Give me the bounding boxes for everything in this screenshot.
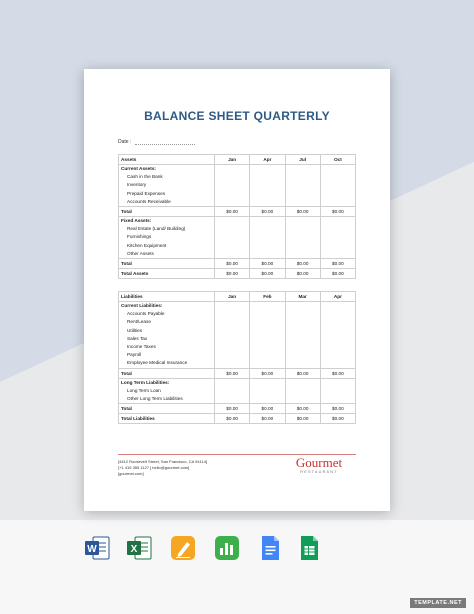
total-liabilities-label: Total Liabilities — [119, 414, 215, 424]
table-row — [119, 414, 356, 424]
list-item: Accounts Receivable — [127, 198, 171, 204]
amount-cell: $0.00 — [250, 207, 285, 217]
page-title: BALANCE SHEET QUARTERLY — [144, 109, 330, 123]
empty-cell — [285, 217, 320, 259]
empty-cell — [250, 217, 285, 259]
amount-cell: $0.00 — [285, 404, 320, 414]
list-item: Long Term Loan — [127, 387, 161, 393]
table-row — [119, 302, 356, 369]
brand-subtitle: RESTAURANT — [300, 470, 338, 474]
total-assets-label: Total Assets — [119, 269, 215, 279]
total-label: Total — [119, 368, 215, 378]
amount-cell: $0.00 — [320, 269, 355, 279]
empty-cell — [320, 378, 355, 404]
amount-cell: $0.00 — [320, 368, 355, 378]
amount-cell: $0.00 — [215, 414, 250, 424]
empty-cell — [215, 378, 250, 404]
list-item: Utilities — [127, 327, 143, 333]
svg-text:X: X — [130, 544, 138, 555]
amount-cell: $0.00 — [285, 259, 320, 269]
word-icon[interactable] — [84, 535, 110, 561]
google-docs-icon[interactable] — [257, 535, 283, 561]
footer-phone-email: [+1 415 355 1127 ] hello@gourmet.com] — [118, 465, 190, 470]
list-item: Other Long Term Liabilities — [127, 396, 183, 402]
empty-cell — [285, 378, 320, 404]
amount-cell: $0.00 — [320, 404, 355, 414]
list-item: Real Estate (Land/ Building) — [127, 226, 186, 232]
list-item: Payroll — [127, 352, 142, 358]
col-header: Mar — [285, 292, 320, 302]
amount-cell: $0.00 — [215, 207, 250, 217]
amount-cell: $0.00 — [285, 414, 320, 424]
assets-table — [118, 154, 356, 279]
list-item: Rent/Lease — [127, 319, 151, 325]
table-header-row — [119, 292, 356, 302]
table-row — [119, 259, 356, 269]
excel-icon[interactable] — [126, 535, 152, 561]
col-header: Jan — [215, 292, 250, 302]
amount-cell: $0.00 — [320, 207, 355, 217]
amount-cell: $0.00 — [285, 368, 320, 378]
current-assets-heading: Current Assets: — [121, 166, 156, 171]
amount-cell: $0.00 — [215, 269, 250, 279]
empty-cell — [215, 165, 250, 207]
empty-cell — [250, 378, 285, 404]
table-row — [119, 404, 356, 414]
brand-logo — [284, 455, 354, 474]
empty-cell — [320, 302, 355, 369]
table-row — [119, 217, 356, 259]
liabilities-header: Liabilities — [119, 292, 215, 302]
liabilities-table — [118, 291, 356, 424]
amount-cell: $0.00 — [250, 269, 285, 279]
amount-cell: $0.00 — [215, 368, 250, 378]
assets-header: Assets — [119, 155, 215, 165]
table-header-row — [119, 155, 356, 165]
empty-cell — [215, 217, 250, 259]
table-row — [119, 165, 356, 207]
total-label: Total — [119, 259, 215, 269]
col-header: Jul — [285, 155, 320, 165]
brand-name: Gourmet — [295, 455, 343, 470]
col-header: Feb — [250, 292, 285, 302]
list-item: Inventory — [127, 182, 147, 188]
footer-contact — [118, 459, 207, 477]
google-sheets-icon[interactable] — [296, 535, 322, 561]
date-line — [135, 144, 195, 145]
table-row — [119, 269, 356, 279]
amount-cell: $0.00 — [285, 207, 320, 217]
list-item: Accounts Payable — [127, 311, 165, 317]
total-label: Total — [119, 207, 215, 217]
table-row — [119, 378, 356, 404]
list-item: Furnishings — [127, 234, 152, 240]
list-item: Kitchen Equipment — [127, 242, 167, 248]
footer-address: [4412 Roosevelt Street, San Francisco, CA 94114] — [118, 459, 208, 464]
amount-cell: $0.00 — [215, 259, 250, 269]
empty-cell — [285, 302, 320, 369]
empty-cell — [320, 165, 355, 207]
fixed-assets-heading: Fixed Assets: — [121, 218, 152, 224]
col-header: Apr — [250, 155, 285, 165]
col-header: Oct — [320, 155, 355, 165]
list-item: Other Assets — [127, 250, 154, 256]
amount-cell: $0.00 — [250, 404, 285, 414]
current-liabilities-heading: Current Liabilities: — [121, 303, 163, 308]
current-assets-cell — [119, 165, 215, 207]
table-row — [119, 368, 356, 378]
total-label: Total — [119, 404, 215, 414]
long-term-cell — [119, 378, 215, 404]
document-page — [84, 69, 390, 511]
amount-cell: $0.00 — [320, 259, 355, 269]
amount-cell: $0.00 — [250, 259, 285, 269]
date-field — [118, 139, 268, 145]
list-item: Sales Tax — [127, 335, 148, 341]
current-liabilities-cell — [119, 302, 215, 369]
col-header: Jan — [215, 155, 250, 165]
amount-cell: $0.00 — [285, 269, 320, 279]
list-item: Income Taxes — [127, 344, 156, 350]
amount-cell: $0.00 — [320, 414, 355, 424]
footer-website: [gourmet.com] — [118, 471, 144, 476]
empty-cell — [250, 302, 285, 369]
empty-cell — [285, 165, 320, 207]
svg-text:W: W — [87, 544, 97, 555]
list-item: Employee Medical Insurance — [127, 360, 188, 366]
list-item: Cash in the Bank — [127, 174, 163, 180]
numbers-icon[interactable] — [214, 535, 240, 561]
watermark: TEMPLATE.NET — [410, 598, 466, 608]
long-term-heading: Long Term Liabilities: — [121, 379, 170, 385]
col-header: Apr — [320, 292, 355, 302]
empty-cell — [250, 165, 285, 207]
table-row — [119, 207, 356, 217]
amount-cell: $0.00 — [250, 368, 285, 378]
amount-cell: $0.00 — [215, 404, 250, 414]
amount-cell: $0.00 — [250, 414, 285, 424]
fixed-assets-cell — [119, 217, 215, 259]
empty-cell — [320, 217, 355, 259]
list-item: Prepaid Expenses — [127, 190, 166, 196]
empty-cell — [215, 302, 250, 369]
date-label: Date : — [118, 139, 132, 145]
pages-icon[interactable] — [170, 535, 196, 561]
